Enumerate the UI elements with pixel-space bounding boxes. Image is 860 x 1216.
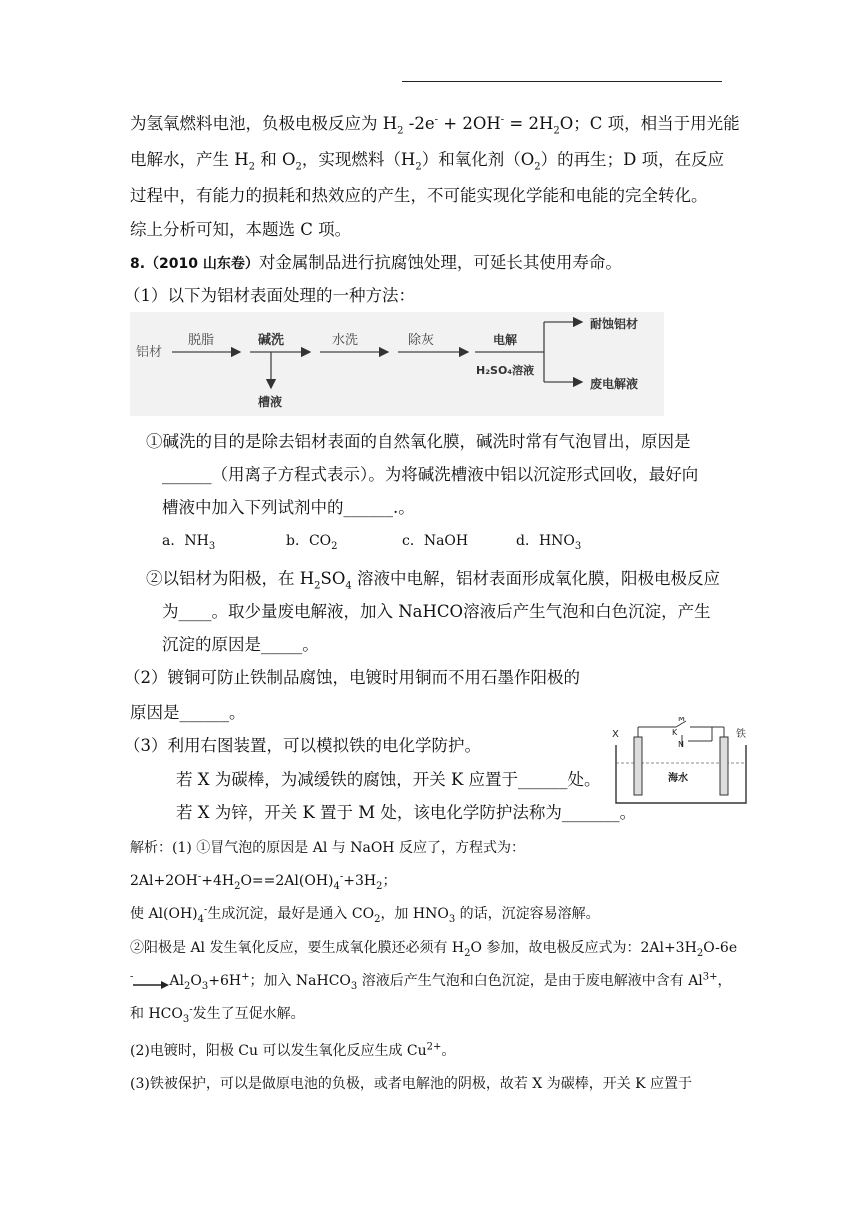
analysis-line: - $Al_2O_3+6H^+$；加入 NaHCO$_3$ 溶液后产生气泡和白色沉淀，是由于废电解液中含有 $Al^{3+}$， [130, 971, 732, 992]
flow-step-alkali-wash: 碱洗 [258, 333, 285, 348]
switch-m-label: M [678, 717, 685, 723]
text-line: 沉淀的原因是_____。 [162, 635, 319, 654]
analysis-line: 使 $Al(OH)_4^-$生成沉淀，最好是通入 $CO_2$，加 $HNO_3$ 的话，沉淀容易溶解。 [130, 904, 600, 925]
text-line: ①碱洗的目的是除去铝材表面的自然氧化膜，碱洗时常有气泡冒出，原因是 [146, 432, 691, 451]
flow-step-degrease: 脱脂 [188, 333, 215, 348]
text-line: ______（用离子方程式表示）。为将碱洗槽液中铝以沉淀形式回收，最好向 [162, 465, 699, 484]
text-line: 原因是______。 [130, 703, 246, 722]
iron-electrode-label: 铁 [736, 729, 746, 740]
subquestion-2: （2）镀铜可防止铁制品腐蚀，电镀时用铜而不用石墨作阳极的 [124, 668, 580, 687]
analysis-line: $2Al+2OH^-+4H_2O==2Al(OH)_4^-+3H_2$； [130, 871, 397, 892]
text-line: 若 X 为锌，开关 K 置于 M 处，该电化学防护法称为_______。 [176, 803, 637, 822]
option-c: c．NaOH [402, 533, 469, 549]
text-line: 综上分析可知，本题选 C 项。 [130, 220, 352, 239]
aluminum-process-flowchart [130, 312, 664, 416]
flow-step-electrolysis: 电解 [493, 333, 518, 347]
analysis-line: 和 $HCO_3^-$发生了互促水解。 [130, 1004, 305, 1025]
flow-electrolyte: H₂SO₄溶液 [476, 364, 535, 377]
flow-output-waste: 废电解液 [590, 377, 639, 391]
analysis-line: ②阳极是 Al 发生氧化反应，要生成氧化膜还必须有 $H_2O$ 参加，故电极反应式为：$2Al+3H_2O-6e$ [130, 940, 738, 959]
option-b: b．$CO_2$ [286, 533, 338, 552]
seawater-label: 海水 [668, 773, 688, 784]
reaction-arrow [133, 977, 169, 985]
text-line: 槽液中加入下列试剂中的______.。 [162, 498, 415, 517]
flow-step-ash-removal: 除灰 [408, 333, 435, 348]
switch-k-label: K [672, 728, 678, 737]
switch-n-label: N [678, 740, 684, 749]
electrochemical-device-figure [612, 717, 752, 809]
analysis-line: (3)铁被保护，可以是做原电池的负极，或者电解池的阴极，故若 X 为碳棒，开关 K 应置于 [130, 1076, 693, 1092]
header-rule [402, 81, 722, 82]
text-line: 若 X 为碳棒，为减缓铁的腐蚀，开关 K 应置于______处。 [176, 770, 601, 789]
text-line: 过程中，有能力的损耗和热效应的产生，不可能实现化学能和电能的完全转化。 [130, 186, 708, 205]
flow-step-water-wash: 水洗 [332, 333, 359, 348]
subquestion-3: （3）利用右图装置，可以模拟铁的电化学防护。 [124, 736, 481, 755]
analysis-line: 解析：(1) ①冒气泡的原因是 Al 与 NaOH 反应了，方程式为： [130, 840, 525, 856]
question-title: 8.（2010 山东卷）对金属制品进行抗腐蚀处理，可延长其使用寿命。 [130, 253, 622, 272]
text-line: 电解水，产生 $H_2$ 和 $O_2$，实现燃料$(H_2)$和氧化剂$(O_2)$的再生；D 项，在反应 [130, 150, 725, 173]
option-a: a．$NH_3$ [162, 533, 216, 552]
flow-start: 铝材 [136, 345, 163, 360]
analysis-line: (2)电镀时，阳极 Cu 可以发生氧化反应生成 $Cu^{2+}$。 [130, 1041, 456, 1059]
option-d: d．$HNO_3$ [516, 533, 582, 552]
flow-output-corrosion-resistant: 耐蚀铝材 [590, 317, 639, 331]
text-line: 为____。取少量废电解液，加入 NaHCO溶液后产生气泡和白色沉淀，产生 [162, 602, 711, 621]
subquestion-1: （1）以下为铝材表面处理的一种方法： [124, 286, 415, 305]
text-line: ②以铝材为阳极，在 $H_2SO_4$ 溶液中电解，铝材表面形成氧化膜，阳极电极反应 [146, 569, 720, 592]
text-line: 为氢氧燃料电池，负极电极反应为 $H_2$ $-2e^- + 2OH^- = 2H_2O$；C 项，相当于用光能 [130, 114, 740, 137]
electrode-x-label: X [612, 729, 619, 740]
flow-byproduct: 槽液 [258, 395, 283, 409]
